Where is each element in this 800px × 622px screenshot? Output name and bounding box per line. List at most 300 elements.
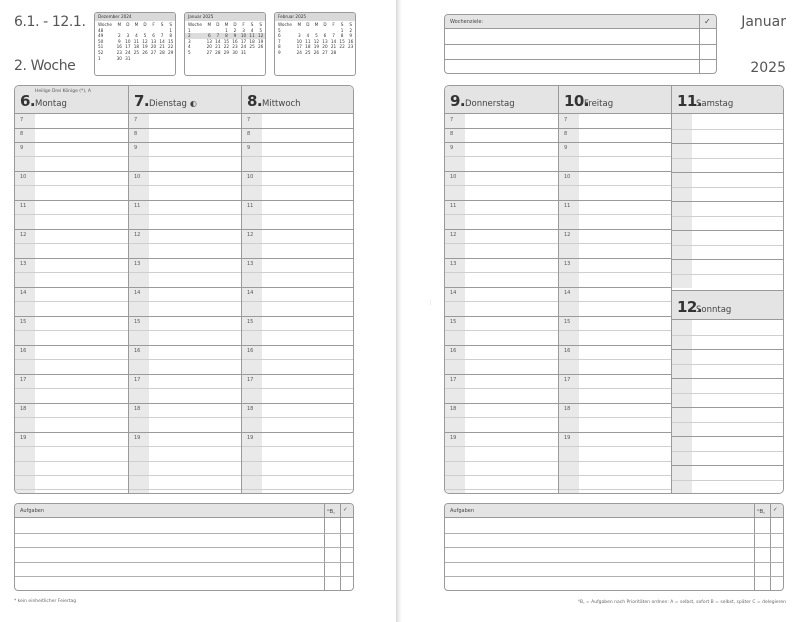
- hour-label: 11: [247, 203, 254, 209]
- hour-line: [242, 200, 354, 201]
- half-hour-line: [15, 243, 128, 244]
- hour-line: [242, 258, 354, 259]
- half-hour-line: [559, 156, 671, 157]
- sunday-line: [672, 451, 784, 452]
- day-cell: 9: [117, 38, 121, 44]
- half-hour-line: [15, 330, 128, 331]
- hour-label: 13: [564, 261, 571, 267]
- hour-line: [129, 229, 241, 230]
- day-header: [445, 86, 558, 114]
- hour-label: 19: [20, 435, 27, 441]
- day-cell: 1: [225, 27, 228, 33]
- day-cell: 5: [315, 33, 318, 39]
- hour-label: 12: [20, 232, 27, 238]
- hour-line: [15, 258, 128, 259]
- day-cell: 21: [330, 44, 337, 50]
- day-cell: F: [332, 22, 335, 27]
- hour-line: [445, 432, 558, 433]
- left-page: [0, 0, 396, 622]
- day-cell: 2: [117, 33, 121, 39]
- half-hour-line: [445, 272, 558, 273]
- day-cell: 28: [159, 49, 165, 55]
- day-header: [559, 86, 671, 114]
- half-hour-line: [15, 301, 128, 302]
- hour-line: [445, 128, 558, 129]
- hour-label: 10: [564, 174, 571, 180]
- week-number-cell: 49: [98, 33, 104, 39]
- saturday-line: [672, 245, 784, 246]
- task-line[interactable]: [445, 591, 783, 592]
- day-cell: 7: [332, 33, 335, 39]
- week-number-cell: 3: [188, 38, 191, 44]
- hour-line: [15, 171, 128, 172]
- day-cell: 1: [169, 27, 173, 33]
- sunday-line: [672, 422, 784, 423]
- hour-label: 13: [20, 261, 27, 267]
- day-cell: 22: [168, 44, 174, 50]
- hour-line: [129, 432, 241, 433]
- day-number: 7.: [134, 92, 150, 110]
- half-hour-line: [445, 359, 558, 360]
- task-line[interactable]: [445, 576, 783, 577]
- tasks-box-right: [444, 503, 784, 591]
- hour-label: 15: [134, 319, 141, 325]
- extra-line: [559, 475, 671, 476]
- day-name: Mittwoch: [262, 99, 301, 109]
- task-line[interactable]: [445, 562, 783, 563]
- day-cell: 3: [242, 27, 245, 33]
- task-line[interactable]: [445, 547, 783, 548]
- hour-label: 10: [134, 174, 141, 180]
- day-cell: 21: [159, 44, 165, 50]
- day-planner-left: [14, 85, 354, 494]
- hour-label: 9: [450, 145, 454, 151]
- day-cell: 27: [322, 49, 328, 55]
- saturday-line: [672, 129, 784, 130]
- day-cell: 12: [258, 33, 264, 39]
- sunday-header: [672, 290, 784, 320]
- hour-label: 13: [134, 261, 141, 267]
- day-cell: 2: [233, 27, 237, 33]
- half-hour-line: [15, 214, 128, 215]
- hour-line: [559, 258, 671, 259]
- day-cell: 20: [150, 44, 157, 50]
- day-cell: 31: [240, 49, 247, 55]
- half-hour-line: [242, 301, 354, 302]
- mini-calendar-december: [94, 12, 176, 76]
- half-hour-line: [559, 214, 671, 215]
- day-name: Montag: [35, 99, 67, 109]
- day-cell: M: [134, 22, 139, 27]
- saturday-line: [672, 158, 784, 159]
- day-cell: 18: [249, 38, 255, 44]
- hour-line: [559, 142, 671, 143]
- day-cell: M: [224, 22, 229, 27]
- hour-label: 19: [247, 435, 254, 441]
- day-column-tuesday: [129, 86, 242, 493]
- year-label: 2025: [750, 60, 786, 76]
- half-hour-line: [15, 156, 128, 157]
- day-cell: 3: [297, 33, 301, 39]
- hour-label: 7: [20, 117, 24, 123]
- hour-label: 17: [247, 377, 254, 383]
- mini-calendar-week-row: [275, 50, 355, 56]
- hour-label: 18: [564, 406, 571, 412]
- mini-calendar-grid: [275, 22, 355, 56]
- day-cell: 8: [222, 33, 231, 39]
- day-cell: D: [143, 22, 147, 27]
- half-hour-line: [445, 214, 558, 215]
- day-cell: 16: [116, 44, 122, 50]
- day-cell: 13: [206, 38, 212, 44]
- week-number-cell: 4: [188, 44, 191, 50]
- hour-label: 8: [564, 131, 568, 137]
- checkmark-icon: ✓: [773, 507, 778, 513]
- goal-line: [445, 59, 716, 60]
- hour-label: 16: [134, 348, 141, 354]
- day-cell: 31: [125, 55, 131, 61]
- week-number-cell: 50: [98, 38, 104, 44]
- day-name-text: Dienstag: [149, 99, 187, 109]
- hour-label: 10: [247, 174, 254, 180]
- hour-line: [15, 345, 128, 346]
- half-hour-line: [559, 417, 671, 418]
- week-number-cell: 7: [278, 38, 281, 44]
- day-name: Samstag: [696, 99, 734, 109]
- day-column-thursday: [445, 86, 559, 493]
- day-cell: 15: [339, 38, 345, 44]
- hour-line: [242, 142, 354, 143]
- hour-line: [559, 171, 671, 172]
- day-cell: 13: [150, 38, 157, 44]
- task-line[interactable]: [15, 533, 353, 534]
- day-cell: 2: [349, 27, 353, 33]
- tasks-header: [15, 504, 353, 518]
- day-cell: 20: [322, 44, 328, 50]
- week-number-cell: 51: [98, 44, 104, 50]
- day-cell: 12: [313, 38, 320, 44]
- hour-line: [445, 200, 558, 201]
- hour-label: 18: [450, 406, 457, 412]
- day-cell: 26: [258, 44, 264, 50]
- day-cell: 5: [259, 27, 263, 33]
- hour-label: 13: [450, 261, 457, 267]
- half-hour-line: [559, 446, 671, 447]
- tasks-label: Aufgaben: [450, 508, 475, 514]
- extra-line: [445, 489, 558, 490]
- day-cell: 10: [240, 33, 247, 39]
- day-cell: S: [340, 22, 344, 27]
- extra-line: [129, 489, 241, 490]
- hour-line: [242, 171, 354, 172]
- weekly-goals-label: Wochenziele:: [450, 19, 484, 25]
- half-hour-line: [559, 272, 671, 273]
- day-cell: S: [349, 22, 353, 27]
- half-hour-line: [445, 156, 558, 157]
- hour-line: [129, 287, 241, 288]
- week-number-cell: Woche: [188, 22, 202, 27]
- half-hour-line: [242, 272, 354, 273]
- day-cell: D: [306, 22, 310, 27]
- half-hour-line: [445, 301, 558, 302]
- hour-line: [129, 374, 241, 375]
- hour-label: 15: [20, 319, 27, 325]
- hour-label: 18: [247, 406, 254, 412]
- hour-label: 9: [134, 145, 138, 151]
- task-line[interactable]: [15, 547, 353, 548]
- day-number: 11.: [677, 92, 703, 110]
- half-hour-line: [129, 359, 241, 360]
- hour-label: 7: [134, 117, 138, 123]
- day-cell: 21: [215, 44, 221, 50]
- extra-line: [129, 461, 241, 462]
- hour-label: 16: [450, 348, 457, 354]
- hour-line: [242, 403, 354, 404]
- day-cell: 24: [240, 44, 247, 50]
- day-cell: 4: [250, 27, 254, 33]
- hour-line: [15, 316, 128, 317]
- hour-line: [445, 258, 558, 259]
- hour-label: 17: [134, 377, 141, 383]
- hour-label: 15: [450, 319, 457, 325]
- half-hour-line: [15, 388, 128, 389]
- day-cell: 10: [125, 38, 131, 44]
- mini-calendar-grid: [95, 22, 175, 61]
- day-cell: 15: [223, 38, 230, 44]
- day-cell: D: [216, 22, 220, 27]
- day-cell: 23: [116, 49, 122, 55]
- sunday-line: [672, 465, 784, 466]
- hour-label: 9: [564, 145, 568, 151]
- hour-label: 8: [450, 131, 454, 137]
- half-hour-line: [559, 185, 671, 186]
- extra-line: [559, 489, 671, 490]
- day-cell: F: [242, 22, 245, 27]
- day-cell: 7: [160, 33, 164, 39]
- hour-line: [15, 287, 128, 288]
- day-cell: 29: [223, 49, 230, 55]
- day-cell: 3: [126, 33, 130, 39]
- day-cell: 1: [340, 27, 344, 33]
- day-cell: M: [314, 22, 319, 27]
- hour-label: 16: [564, 348, 571, 354]
- half-hour-line: [15, 185, 128, 186]
- day-cell: 19: [258, 38, 264, 44]
- mini-calendar-title: Dezember 2024: [95, 13, 175, 21]
- saturday-line: [672, 259, 784, 260]
- day-header: [242, 86, 354, 114]
- day-cell: D: [126, 22, 130, 27]
- day-cell: 18: [133, 44, 140, 50]
- mini-calendar-title: Februar 2025: [275, 13, 355, 21]
- half-hour-line: [445, 417, 558, 418]
- hour-line: [445, 316, 558, 317]
- week-number-cell: 8: [278, 44, 281, 50]
- half-hour-line: [15, 417, 128, 418]
- hour-line: [15, 200, 128, 201]
- day-number: 10.: [564, 92, 590, 110]
- day-cell: 17: [296, 44, 302, 50]
- saturday-line: [672, 274, 784, 275]
- hour-label: 18: [134, 406, 141, 412]
- week-number-cell: 5: [278, 27, 281, 33]
- half-hour-line: [129, 243, 241, 244]
- hour-line: [15, 142, 128, 143]
- hour-line: [129, 316, 241, 317]
- week-number-cell: 6: [278, 33, 281, 39]
- hour-line: [445, 142, 558, 143]
- week-number-cell: Woche: [98, 22, 112, 27]
- sunday-line: [672, 407, 784, 408]
- half-hour-line: [559, 301, 671, 302]
- mini-calendar-week-row: [95, 56, 175, 62]
- day-number: 6.: [20, 92, 36, 110]
- half-hour-line: [445, 243, 558, 244]
- week-number: 2. Woche: [14, 58, 76, 74]
- day-cell: 16: [232, 38, 238, 44]
- hour-line: [559, 432, 671, 433]
- hour-line: [445, 403, 558, 404]
- hour-line: [559, 403, 671, 404]
- hour-line: [242, 128, 354, 129]
- half-hour-line: [242, 214, 354, 215]
- day-name: Freitag: [584, 99, 614, 109]
- priority-abc-icon: ᴬB꜀: [327, 509, 336, 515]
- day-cell: 26: [142, 49, 148, 55]
- half-hour-line: [242, 243, 354, 244]
- half-hour-line: [129, 272, 241, 273]
- saturday-line: [672, 187, 784, 188]
- extra-line: [242, 489, 354, 490]
- week-number-cell: Woche: [278, 22, 292, 27]
- day-name: [149, 99, 197, 109]
- mini-calendar-february: [274, 12, 356, 76]
- day-cell: 11: [305, 38, 311, 44]
- hour-label: 15: [564, 319, 571, 325]
- holiday-note: Heilige Drei Könige (*), A: [35, 89, 91, 94]
- hour-line: [559, 345, 671, 346]
- day-cell: S: [250, 22, 254, 27]
- week-number-cell: 2: [185, 33, 205, 39]
- sunday-line: [672, 378, 784, 379]
- hour-line: [15, 229, 128, 230]
- extra-line: [15, 475, 128, 476]
- saturday-line: [672, 143, 784, 144]
- hour-label: 10: [450, 174, 457, 180]
- checkmark-icon: ✓: [704, 17, 711, 26]
- task-line[interactable]: [15, 576, 353, 577]
- day-cell: 6: [205, 33, 214, 39]
- day-cell: S: [160, 22, 164, 27]
- hour-line: [559, 200, 671, 201]
- day-number: 12.: [677, 298, 703, 316]
- half-hour-line: [445, 185, 558, 186]
- day-cell: 9: [349, 33, 353, 39]
- hour-label: 11: [134, 203, 141, 209]
- day-cell: 4: [135, 33, 138, 39]
- half-hour-line: [129, 417, 241, 418]
- task-line[interactable]: [15, 562, 353, 563]
- extra-line: [445, 475, 558, 476]
- mini-calendar-grid: [185, 22, 265, 56]
- day-cell: 17: [240, 38, 247, 44]
- sunday-line: [672, 436, 784, 437]
- day-header: [15, 86, 128, 114]
- hour-line: [15, 403, 128, 404]
- hour-label: 14: [134, 290, 141, 296]
- priority-footnote: ᴬB꜀ = Aufgaben nach Prioritäten ordnen: A = selbst, sofort B = selbst, später C = delegieren: [577, 600, 786, 605]
- day-cell: [166, 56, 175, 62]
- hour-label: 9: [20, 145, 24, 151]
- task-line[interactable]: [15, 591, 353, 592]
- day-cell: [346, 50, 355, 56]
- half-hour-line: [242, 388, 354, 389]
- hour-label: 10: [20, 174, 27, 180]
- mini-calendar-header-row: [95, 22, 175, 28]
- mini-calendar-title: Januar 2025: [185, 13, 265, 21]
- day-cell: 28: [215, 49, 221, 55]
- half-hour-line: [242, 359, 354, 360]
- day-cell: 23: [348, 44, 354, 50]
- weekly-goals-box: [444, 14, 717, 74]
- day-cell: M: [207, 22, 212, 27]
- hour-line: [445, 345, 558, 346]
- hour-line: [445, 171, 558, 172]
- day-cell: 7: [214, 33, 223, 39]
- half-hour-line: [129, 185, 241, 186]
- hour-label: 12: [134, 232, 141, 238]
- hour-label: 18: [20, 406, 27, 412]
- day-cell: 23: [232, 44, 238, 50]
- hour-line: [129, 403, 241, 404]
- hour-line: [559, 287, 671, 288]
- day-cell: M: [297, 22, 302, 27]
- extra-line: [559, 461, 671, 462]
- day-cell: 11: [133, 38, 140, 44]
- sunday-line: [672, 335, 784, 336]
- checkmark-icon: ✓: [343, 507, 348, 513]
- day-cell: 13: [322, 38, 328, 44]
- hour-label: 14: [247, 290, 254, 296]
- hour-label: 8: [134, 131, 138, 137]
- hour-label: 14: [20, 290, 27, 296]
- day-column-monday: [15, 86, 129, 493]
- extra-line: [445, 461, 558, 462]
- day-cell: 17: [125, 44, 131, 50]
- day-cell: 30: [116, 55, 122, 61]
- day-number: 9.: [450, 92, 466, 110]
- day-cell: 5: [143, 33, 147, 39]
- tasks-label: Aufgaben: [20, 508, 45, 514]
- day-cell: 18: [305, 44, 311, 50]
- day-cell: 14: [330, 38, 337, 44]
- day-cell: 27: [150, 49, 157, 55]
- hour-label: 7: [450, 117, 454, 123]
- half-hour-line: [129, 388, 241, 389]
- half-hour-line: [129, 214, 241, 215]
- saturday-line: [672, 172, 784, 173]
- goal-line: [445, 44, 716, 45]
- sunday-line: [672, 349, 784, 350]
- hour-line: [15, 432, 128, 433]
- half-hour-line: [445, 330, 558, 331]
- half-hour-line: [129, 156, 241, 157]
- task-line[interactable]: [445, 533, 783, 534]
- hour-line: [129, 142, 241, 143]
- day-cell: 14: [159, 38, 165, 44]
- hour-label: 8: [247, 131, 251, 137]
- hour-label: 17: [20, 377, 27, 383]
